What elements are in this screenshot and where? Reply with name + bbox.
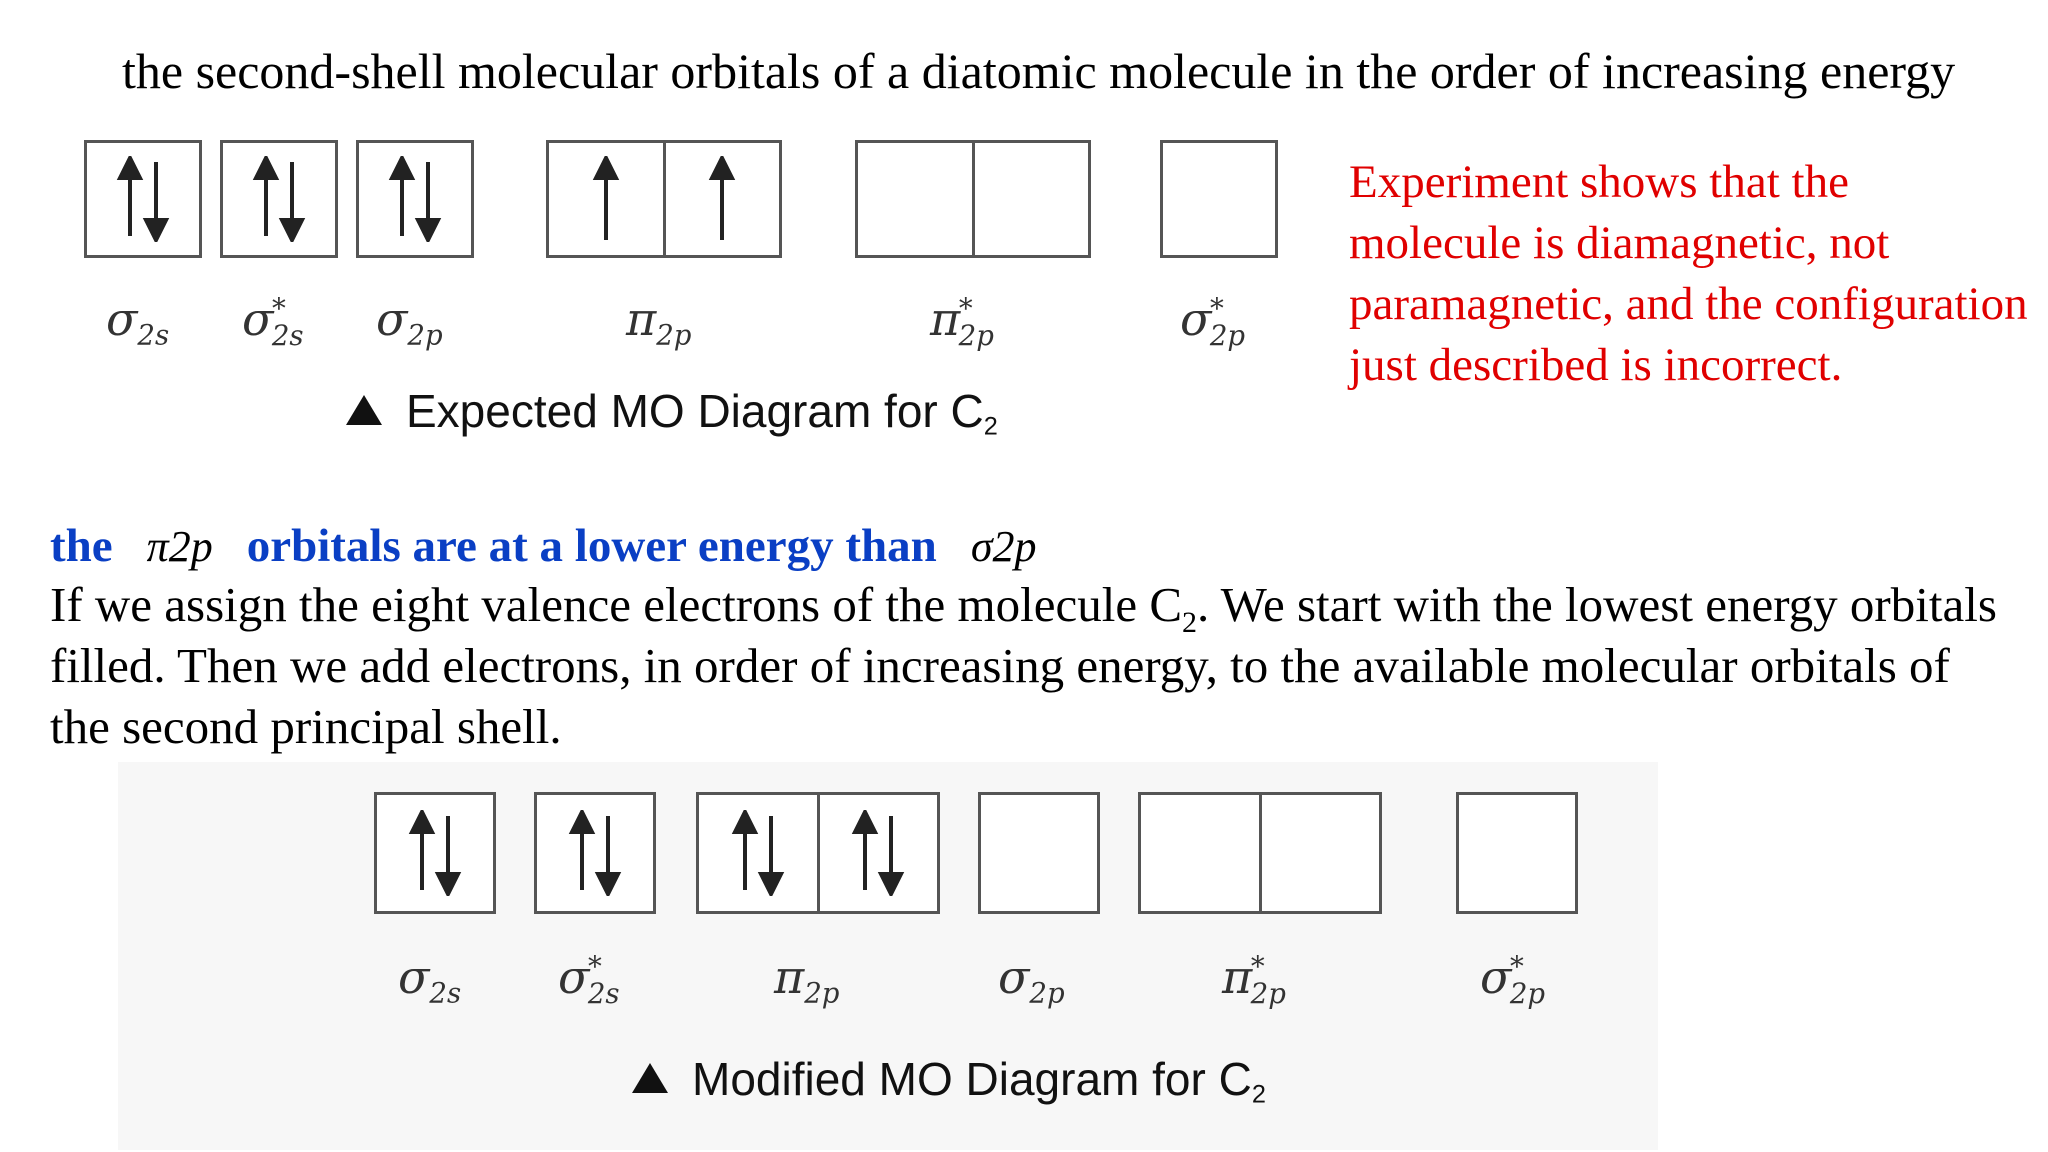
triangle-icon — [346, 395, 382, 425]
expected-diagram-caption: Expected MO Diagram for $C_2$ — [346, 384, 998, 442]
orbital-box-sigma-star-2p — [1160, 140, 1278, 258]
label-sigma-2s: $\sigma_{2s}$ — [106, 292, 170, 352]
slide-title: the second-shell molecular orbitals of a diatomic molecule in the order of increasing energy — [122, 43, 1956, 99]
orbital-cell — [663, 143, 780, 255]
orbital-box-pi-star-2p — [855, 140, 1091, 258]
orbital-cell — [817, 795, 938, 911]
orbital-box-sigma-2p — [978, 792, 1100, 914]
orbital-box-pi-2p — [696, 792, 940, 914]
orbital-cell — [549, 143, 663, 255]
orbital-cell — [981, 795, 1097, 911]
orbital-cell — [1259, 795, 1380, 911]
orbital-cell — [858, 143, 972, 255]
label-pi-2p: $\pi_{2p}$ — [774, 950, 840, 1010]
label-sigma-2p: $\sigma_{2p}$ — [998, 950, 1065, 1010]
up-electron-icon — [591, 156, 621, 242]
sigma-2p-symbol: σ2p — [970, 522, 1037, 571]
label-sigma-2p: $\sigma_{2p}$ — [376, 292, 443, 352]
orbital-box-sigma-2p — [356, 140, 474, 258]
paired-electrons-icon — [108, 156, 178, 242]
triangle-icon — [632, 1063, 668, 1093]
orbital-cell — [699, 795, 817, 911]
orbital-box-sigma-star-2s — [534, 792, 656, 914]
orbital-cell — [377, 795, 493, 911]
orbital-box-pi-star-2p — [1138, 792, 1382, 914]
label-pi-2p: $\pi_{2p}$ — [626, 292, 692, 352]
paired-electrons-icon — [723, 810, 793, 896]
label-sigma-star-2p: $\sigma^*_{2p}$ — [1480, 950, 1546, 1010]
label-sigma-2s: $\sigma_{2s}$ — [398, 950, 462, 1010]
paired-electrons-icon — [400, 810, 470, 896]
orbital-cell — [537, 795, 653, 911]
highlight-statement: the π2p orbitals are at a lower energy than σ2p — [50, 520, 1037, 572]
orbital-box-sigma-star-2p — [1456, 792, 1578, 914]
up-electron-icon — [707, 156, 737, 242]
modified-mo-diagram — [118, 762, 1658, 1150]
orbital-box-sigma-2s — [374, 792, 496, 914]
label-sigma-star-2p: $\sigma^*_{2p}$ — [1180, 292, 1246, 352]
orbital-cell — [359, 143, 471, 255]
experiment-note: Experiment shows that the molecule is diamagnetic, not paramagnetic, and the configuration just described is incorrect. — [1349, 156, 2028, 391]
orbital-cell — [223, 143, 335, 255]
label-pi-star-2p: $\pi^*_{2p}$ — [1222, 950, 1286, 1010]
explanation-paragraph: If we assign the eight valence electrons of the molecule $C_2$. We start with the lowest energy orbitals filled. Then we add electrons, in order of increasing energy, to the available molecular orbitals of the second principal shell. — [50, 577, 1997, 754]
orbital-box-pi-2p — [546, 140, 782, 258]
orbital-cell — [1163, 143, 1275, 255]
paired-electrons-icon — [380, 156, 450, 242]
label-sigma-star-2s: $\sigma^*_{2s}$ — [558, 950, 620, 1010]
orbital-cell — [87, 143, 199, 255]
orbital-box-sigma-2s — [84, 140, 202, 258]
label-pi-star-2p: $\pi^*_{2p}$ — [930, 292, 994, 352]
orbital-cell — [972, 143, 1089, 255]
paired-electrons-icon — [244, 156, 314, 242]
orbital-box-sigma-star-2s — [220, 140, 338, 258]
orbital-cell — [1141, 795, 1259, 911]
pi-2p-symbol: π2p — [146, 522, 213, 571]
orbital-cell — [1459, 795, 1575, 911]
modified-diagram-caption: Modified MO Diagram for $C_2$ — [632, 1052, 1266, 1110]
label-sigma-star-2s: $\sigma^*_{2s}$ — [242, 292, 304, 352]
paired-electrons-icon — [560, 810, 630, 896]
paired-electrons-icon — [843, 810, 913, 896]
